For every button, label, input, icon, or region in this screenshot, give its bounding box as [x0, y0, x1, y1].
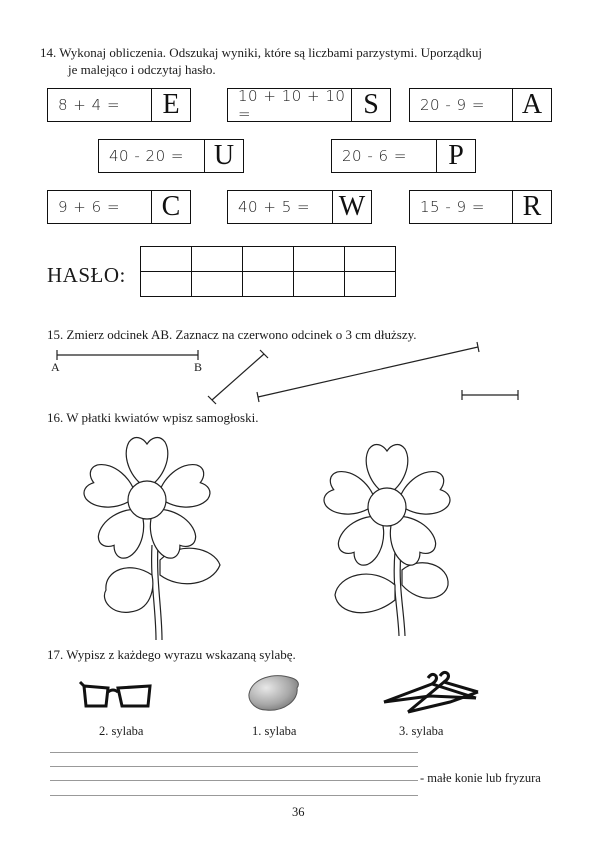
glasses-icon	[78, 676, 156, 716]
calc-expression: 40 - 20 =	[109, 147, 184, 165]
syllable-label-3: 3. sylaba	[399, 724, 444, 738]
leaf-right	[402, 563, 448, 598]
writing-line[interactable]	[50, 766, 418, 767]
calc-expression: 20 - 9 =	[420, 96, 485, 114]
task16-instruction: 16. W płatki kwiatów wpisz samogłoski.	[47, 410, 259, 425]
calc-letter: E	[151, 89, 190, 121]
calc-expression: 10 + 10 + 10 =	[238, 87, 346, 123]
calc-expression: 9 + 6 =	[58, 198, 121, 216]
flower-left	[81, 438, 220, 640]
leaf-left	[335, 574, 395, 613]
calc-expression: 20 - 6 =	[342, 147, 407, 165]
line-hint: - małe konie lub fryzura	[420, 771, 541, 785]
calc-letter: P	[436, 140, 475, 172]
hangers-icon	[380, 668, 480, 718]
syllable-label-1: 2. sylaba	[99, 724, 144, 738]
leaf-left	[104, 568, 152, 613]
syllable-label-2: 1. sylaba	[252, 724, 297, 738]
flower-right	[321, 445, 453, 636]
calc-expression: 8 + 4 =	[58, 96, 121, 114]
page-number: 36	[292, 805, 305, 819]
calc-expression: 15 - 9 =	[420, 198, 485, 216]
calc-letter: W	[332, 191, 371, 223]
task17-instruction: 17. Wypisz z każdego wyrazu wskazaną sylabę.	[47, 647, 296, 662]
stem-inner	[400, 552, 405, 636]
task14-instruction-line2: je malejąco i odczytaj hasło.	[68, 62, 216, 77]
flower-center	[368, 488, 406, 526]
task15-instruction: 15. Zmierz odcinek AB. Zaznacz na czerwono odcinek o 3 cm dłuższy.	[47, 327, 417, 342]
lemon-icon	[244, 670, 302, 715]
label-b: B	[194, 360, 203, 374]
calc-expression: 40 + 5 =	[238, 198, 311, 216]
flower-center	[128, 481, 166, 519]
calc-letter: U	[204, 140, 243, 172]
writing-line[interactable]	[50, 780, 418, 781]
calc-letter: S	[351, 89, 390, 121]
task14-instruction-line1: 14. Wykonaj obliczenia. Odszukaj wyniki, które są liczbami parzystymi. Uporządkuj	[40, 45, 482, 60]
writing-line[interactable]	[50, 795, 418, 796]
calc-letter: R	[512, 191, 551, 223]
label-a: A	[51, 360, 60, 374]
haslo-label: HASŁO:	[47, 263, 126, 287]
calc-letter: C	[151, 191, 190, 223]
calc-letter: A	[512, 89, 551, 121]
writing-line[interactable]	[50, 752, 418, 753]
